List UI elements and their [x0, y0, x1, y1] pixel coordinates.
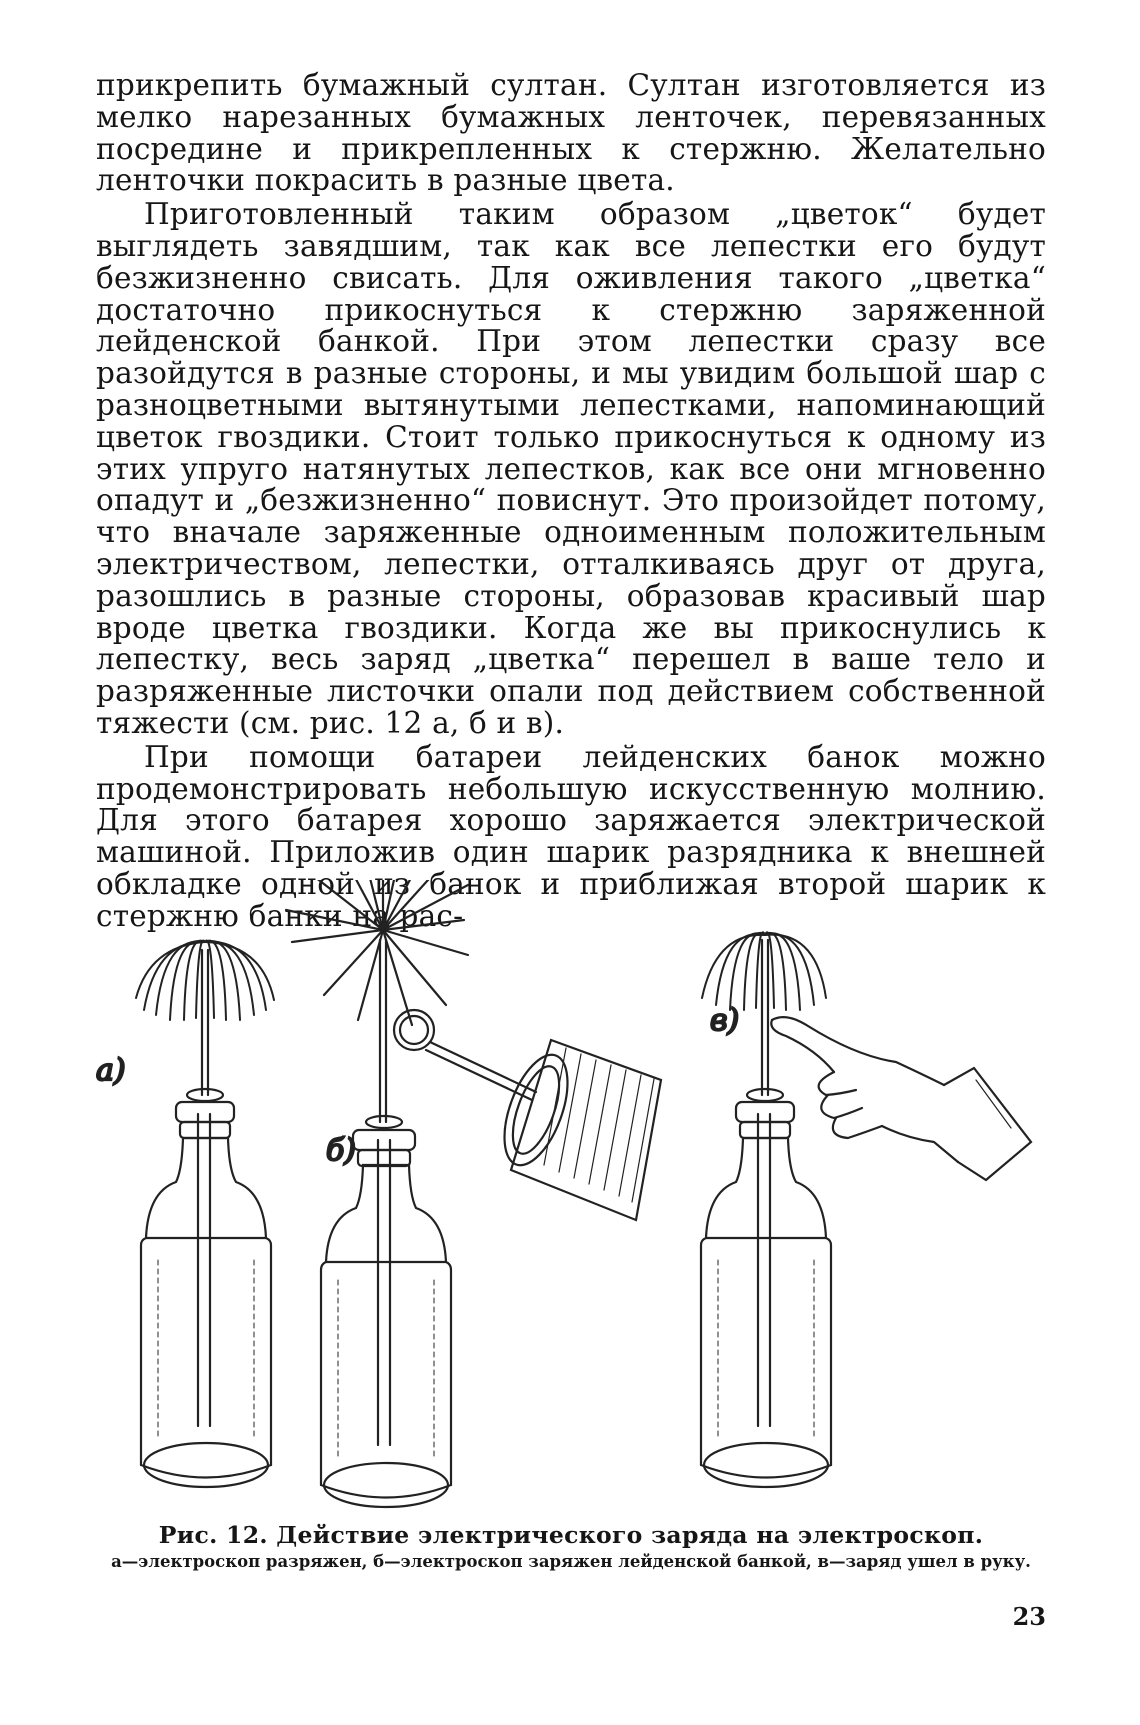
stem-c — [762, 940, 768, 1095]
electroscope-a — [96, 941, 274, 1487]
stem-a — [202, 950, 208, 1095]
figure-12 — [96, 880, 1056, 1525]
electroscope-b — [286, 880, 468, 1507]
label-c: в) — [710, 1003, 740, 1038]
label-b: б) — [326, 1133, 357, 1168]
tassel-a — [136, 941, 274, 1020]
bottle-a — [141, 1089, 271, 1487]
bottle-c — [701, 1089, 831, 1487]
label-a: а) — [96, 1053, 126, 1088]
electroscope-illustration — [96, 880, 1056, 1525]
bottle-b — [321, 1116, 451, 1507]
stem-b — [380, 940, 386, 1122]
hand-icon — [771, 1017, 1031, 1180]
paragraph-1: прикрепить бумажный султан. Султан изготовляется из мелко нарезанных бумажных ленточек, перевязанных посредине и прикрепленных к стержню. Желательно ленточки покрасить в разные цвета. — [96, 68, 1046, 198]
electroscope-c — [701, 932, 1031, 1487]
page-number: 23 — [1012, 1602, 1046, 1631]
leyden-jar — [394, 1010, 661, 1220]
figure-caption — [96, 1520, 1046, 1574]
body-text — [96, 70, 1046, 933]
tassel-c — [702, 932, 826, 1010]
paragraph-3: При помощи батареи лейденских банок можно продемонстрировать небольшую искусственную молнию. Для этого батарея хорошо заряжается электрической машиной. Приложив один шарик разрядника к внешней обкладке одной из банок и приближая второй шарик к стержню банки на рас- — [96, 739, 1046, 933]
tassel-b — [286, 880, 468, 1025]
caption-title: Рис. 12. Действие электрического заряда на электроскоп. — [158, 1521, 984, 1549]
caption-subtitle: а—электроскоп разряжен, б—электроскоп заряжен лейденской банкой, в—заряд ушел в руку. — [111, 1552, 1031, 1571]
paragraph-2: Приготовленный таким образом „цветок“ будет выглядеть завядшим, так как все лепестки его будут безжизненно свисать. Для оживления такого „цветка“ достаточно прикоснуться к стержню заряженной лейденской банкой. При этом лепестки сразу все разойдутся в разные стороны, и мы увидим большой шар с разноцветными вытянутыми лепестками, напоминающий цветок гвоздики. Стоит только прикоснуться к одному из этих упруго натянутых лепестков, как все они мгновенно опадут и „безжизненно“ повиснут. Это произойдет потому, что вначале заряженные одноименным положительным электричеством, лепестки, отталкиваясь друг от друга, разошлись в разные стороны, образовав красивый шар вроде цветка гвоздики. Когда же вы прикоснулись к лепестку, весь заряд „цветка“ перешел в ваше тело и разряженные листочки опали под действием собственной тяжести (см. рис. 12 а, б и в). — [96, 197, 1046, 740]
